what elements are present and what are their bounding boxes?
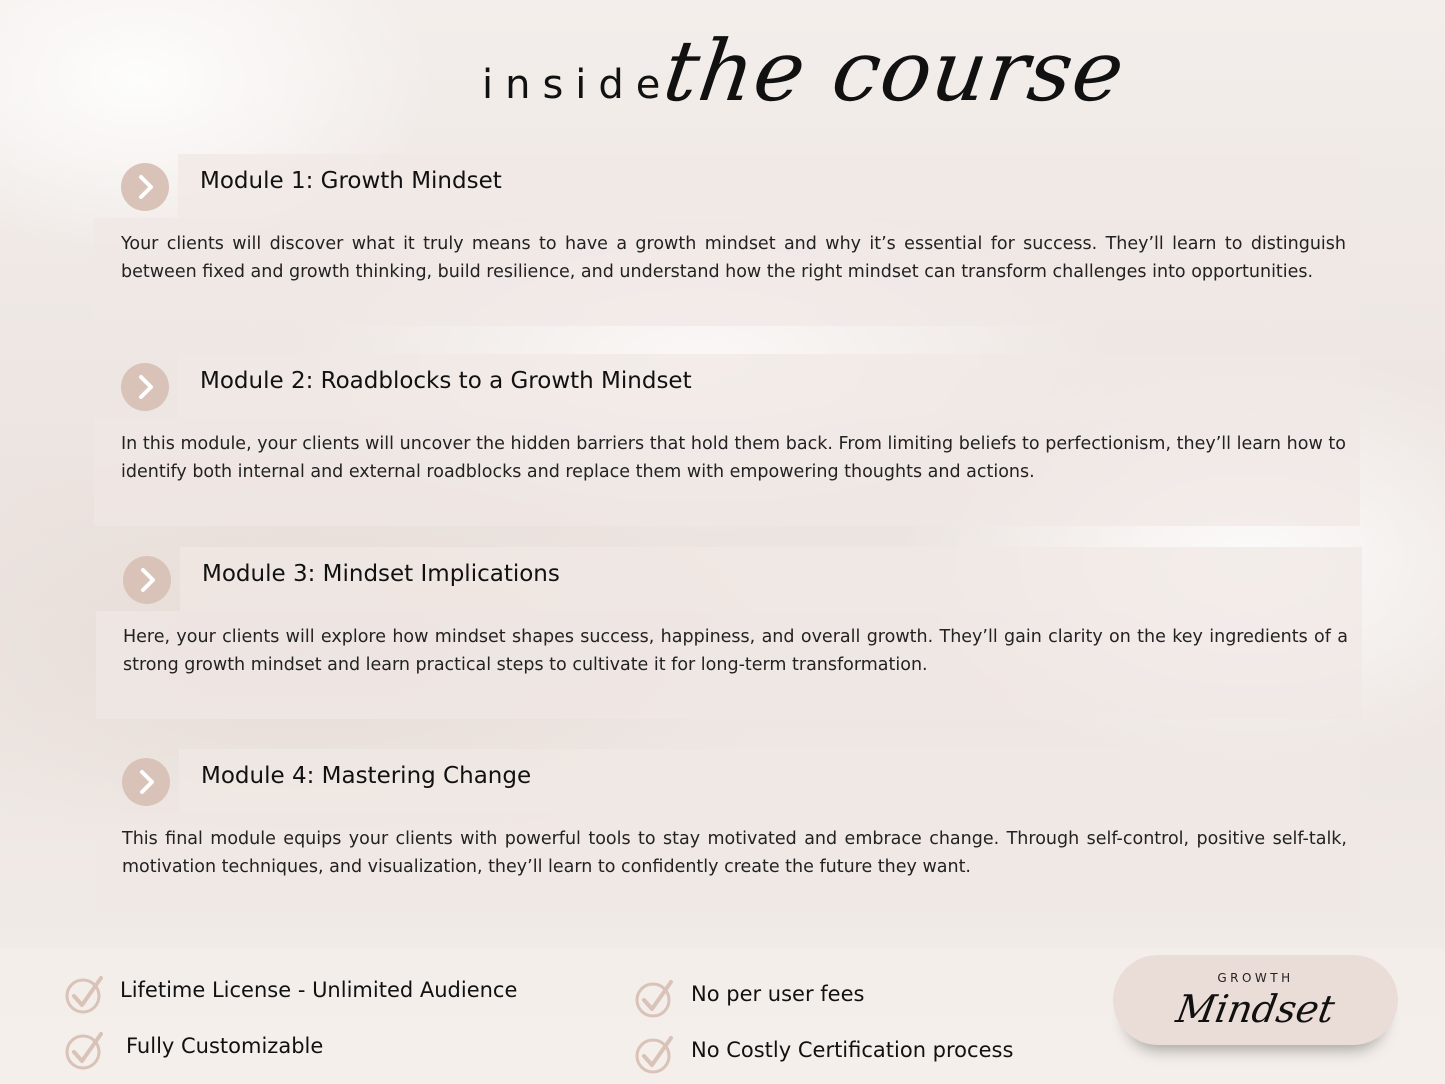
chevron-right-icon	[121, 163, 169, 211]
module-description-3: Here, your clients will explore how mindset shapes success, happiness, and overall growth. They’ll gain clarity on the key ingredients of a strong growth mindset and learn practical steps to cultivate it for long-term transformation.	[123, 627, 1348, 675]
feature-item-3	[635, 976, 955, 1022]
feature-item-2	[65, 1028, 385, 1074]
badge-top-text: GROWTH	[1217, 971, 1294, 985]
module-title-4: Module 4: Mastering Change	[201, 763, 532, 789]
module-card-2	[94, 354, 1360, 526]
check-icon	[635, 976, 675, 1020]
chevron-right-icon	[122, 758, 170, 806]
module-card-1	[94, 154, 1360, 326]
feature-item-1	[65, 972, 585, 1018]
module-title-2: Module 2: Roadblocks to a Growth Mindset	[200, 368, 692, 394]
feature-label-2: Fully Customizable	[126, 1034, 324, 1058]
module-body-2	[94, 418, 1360, 526]
feature-label-3: No per user fees	[691, 982, 865, 1006]
module-card-4	[95, 749, 1361, 913]
chevron-right-icon	[121, 363, 169, 411]
feature-label-4: No Costly Certification process	[691, 1038, 1014, 1062]
check-icon	[635, 1032, 675, 1076]
feature-item-4	[635, 1032, 1095, 1078]
module-description-4: This final module equips your clients with powerful tools to stay motivated and embrace change. Through self-control, positive self-talk, motivation techniques, and visualization, they’ll learn to confidently create the future they want.	[122, 829, 1347, 877]
growth-mindset-badge	[1113, 955, 1398, 1045]
module-title-3: Module 3: Mindset Implications	[202, 561, 560, 587]
module-body-1	[94, 218, 1360, 326]
page-title	[0, 14, 1445, 134]
badge-script-text: Mindset	[1173, 987, 1338, 1031]
title-inside: inside	[482, 62, 673, 108]
module-body-3	[96, 611, 1362, 719]
check-icon	[65, 972, 105, 1016]
module-body-4	[95, 813, 1361, 913]
module-title-1: Module 1: Growth Mindset	[200, 168, 502, 194]
module-card-3	[96, 547, 1362, 719]
chevron-right-icon	[123, 556, 171, 604]
check-icon	[65, 1028, 105, 1072]
module-description-2: In this module, your clients will uncover the hidden barriers that hold them back. From limiting beliefs to perfectionism, they’ll learn how to identify both internal and external roadblocks and replace them with empowering thoughts and actions.	[121, 434, 1346, 482]
module-description-1: Your clients will discover what it truly means to have a growth mindset and why it’s essential for success. They’ll learn to distinguish between fixed and growth thinking, build resilience, and understand how the right mindset can transform challenges into opportunities.	[121, 234, 1346, 282]
feature-label-1: Lifetime License - Unlimited Audience	[120, 978, 518, 1002]
title-script: the course	[658, 22, 1131, 120]
